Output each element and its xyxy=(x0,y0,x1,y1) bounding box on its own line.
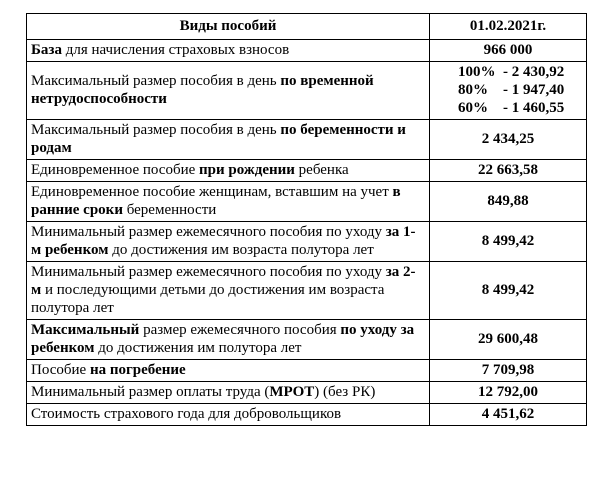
description-part: беременности xyxy=(122,202,217,218)
benefit-description xyxy=(27,160,430,182)
description-part: Пособие xyxy=(31,362,90,378)
benefit-value: 29 600,48 xyxy=(430,320,587,360)
benefit-value: 966 000 xyxy=(430,40,587,62)
description-part: База xyxy=(31,42,62,58)
description-part: по беременности и родам xyxy=(31,122,406,156)
benefit-value: 12 792,00 xyxy=(430,382,587,404)
table-row xyxy=(27,40,587,62)
description-part: при рождении xyxy=(199,162,295,178)
table-row xyxy=(27,360,587,382)
description-part: Стоимость страхового года для добровольщиков xyxy=(31,406,342,422)
table-row xyxy=(27,62,587,120)
table-row xyxy=(27,160,587,182)
description-part: по уходу за ребенком xyxy=(31,322,415,356)
benefit-value: 8 499,42 xyxy=(430,262,587,320)
benefit-value: 849,88 xyxy=(430,182,587,222)
description-part: Минимальный размер оплаты труда ( xyxy=(31,384,270,400)
table-row xyxy=(27,382,587,404)
header-date: 01.02.2021г. xyxy=(430,14,587,40)
description-part: за 2-м xyxy=(31,264,416,298)
benefit-description xyxy=(27,222,430,262)
description-part: ребенка xyxy=(294,162,349,178)
benefit-value: 7 709,98 xyxy=(430,360,587,382)
description-part: МРОТ xyxy=(269,384,315,400)
description-part: размер ежемесячного пособия xyxy=(139,322,341,338)
description-part: ) (без РК) xyxy=(314,384,376,400)
benefit-description xyxy=(27,404,430,426)
benefit-description xyxy=(27,262,430,320)
benefit-description xyxy=(27,40,430,62)
description-part: Единовременное пособие xyxy=(31,162,200,178)
description-part: за 1-м ребенком xyxy=(31,224,416,258)
benefit-value: 2 434,25 xyxy=(430,120,587,160)
description-part: для начисления страховых взносов xyxy=(61,42,290,58)
table-row xyxy=(27,262,587,320)
description-part: на погребение xyxy=(89,362,186,378)
table-row xyxy=(27,320,587,360)
header-row xyxy=(27,14,587,40)
benefit-description xyxy=(27,320,430,360)
table-row xyxy=(27,120,587,160)
description-part: по временной нетрудоспособности xyxy=(31,73,374,107)
benefit-description xyxy=(27,182,430,222)
table-row xyxy=(27,182,587,222)
description-part: Максимальный размер пособия в день xyxy=(31,73,281,89)
benefit-value: 22 663,58 xyxy=(430,160,587,182)
benefit-description xyxy=(27,62,430,120)
description-part: и последующими детьми до достижения им возраста полутора лет xyxy=(31,282,385,316)
description-part: в ранние сроки xyxy=(31,184,401,218)
description-part: Единовременное пособие женщинам, вставшим на учет xyxy=(31,184,393,200)
table-body xyxy=(27,40,587,426)
benefit-value: 4 451,62 xyxy=(430,404,587,426)
description-part: Максимальный размер пособия в день xyxy=(31,122,281,138)
benefit-description xyxy=(27,360,430,382)
table-row xyxy=(27,222,587,262)
table-row xyxy=(27,404,587,426)
benefit-description xyxy=(27,382,430,404)
description-part: до достижения им полутора лет xyxy=(94,340,302,356)
description-part: Минимальный размер ежемесячного пособия по уходу xyxy=(31,224,386,240)
description-part: до достижения им возраста полутора лет xyxy=(108,242,374,258)
benefits-table-container xyxy=(26,13,587,426)
benefit-value: 100% - 2 430,92 80% - 1 947,40 60% - 1 460,55 xyxy=(430,62,587,120)
benefit-value: 8 499,42 xyxy=(430,222,587,262)
benefit-description xyxy=(27,120,430,160)
header-benefit-type: Виды пособий xyxy=(27,14,430,40)
description-part: Максимальный xyxy=(31,322,140,338)
benefits-table xyxy=(26,13,587,426)
description-part: Минимальный размер ежемесячного пособия по уходу xyxy=(31,264,386,280)
